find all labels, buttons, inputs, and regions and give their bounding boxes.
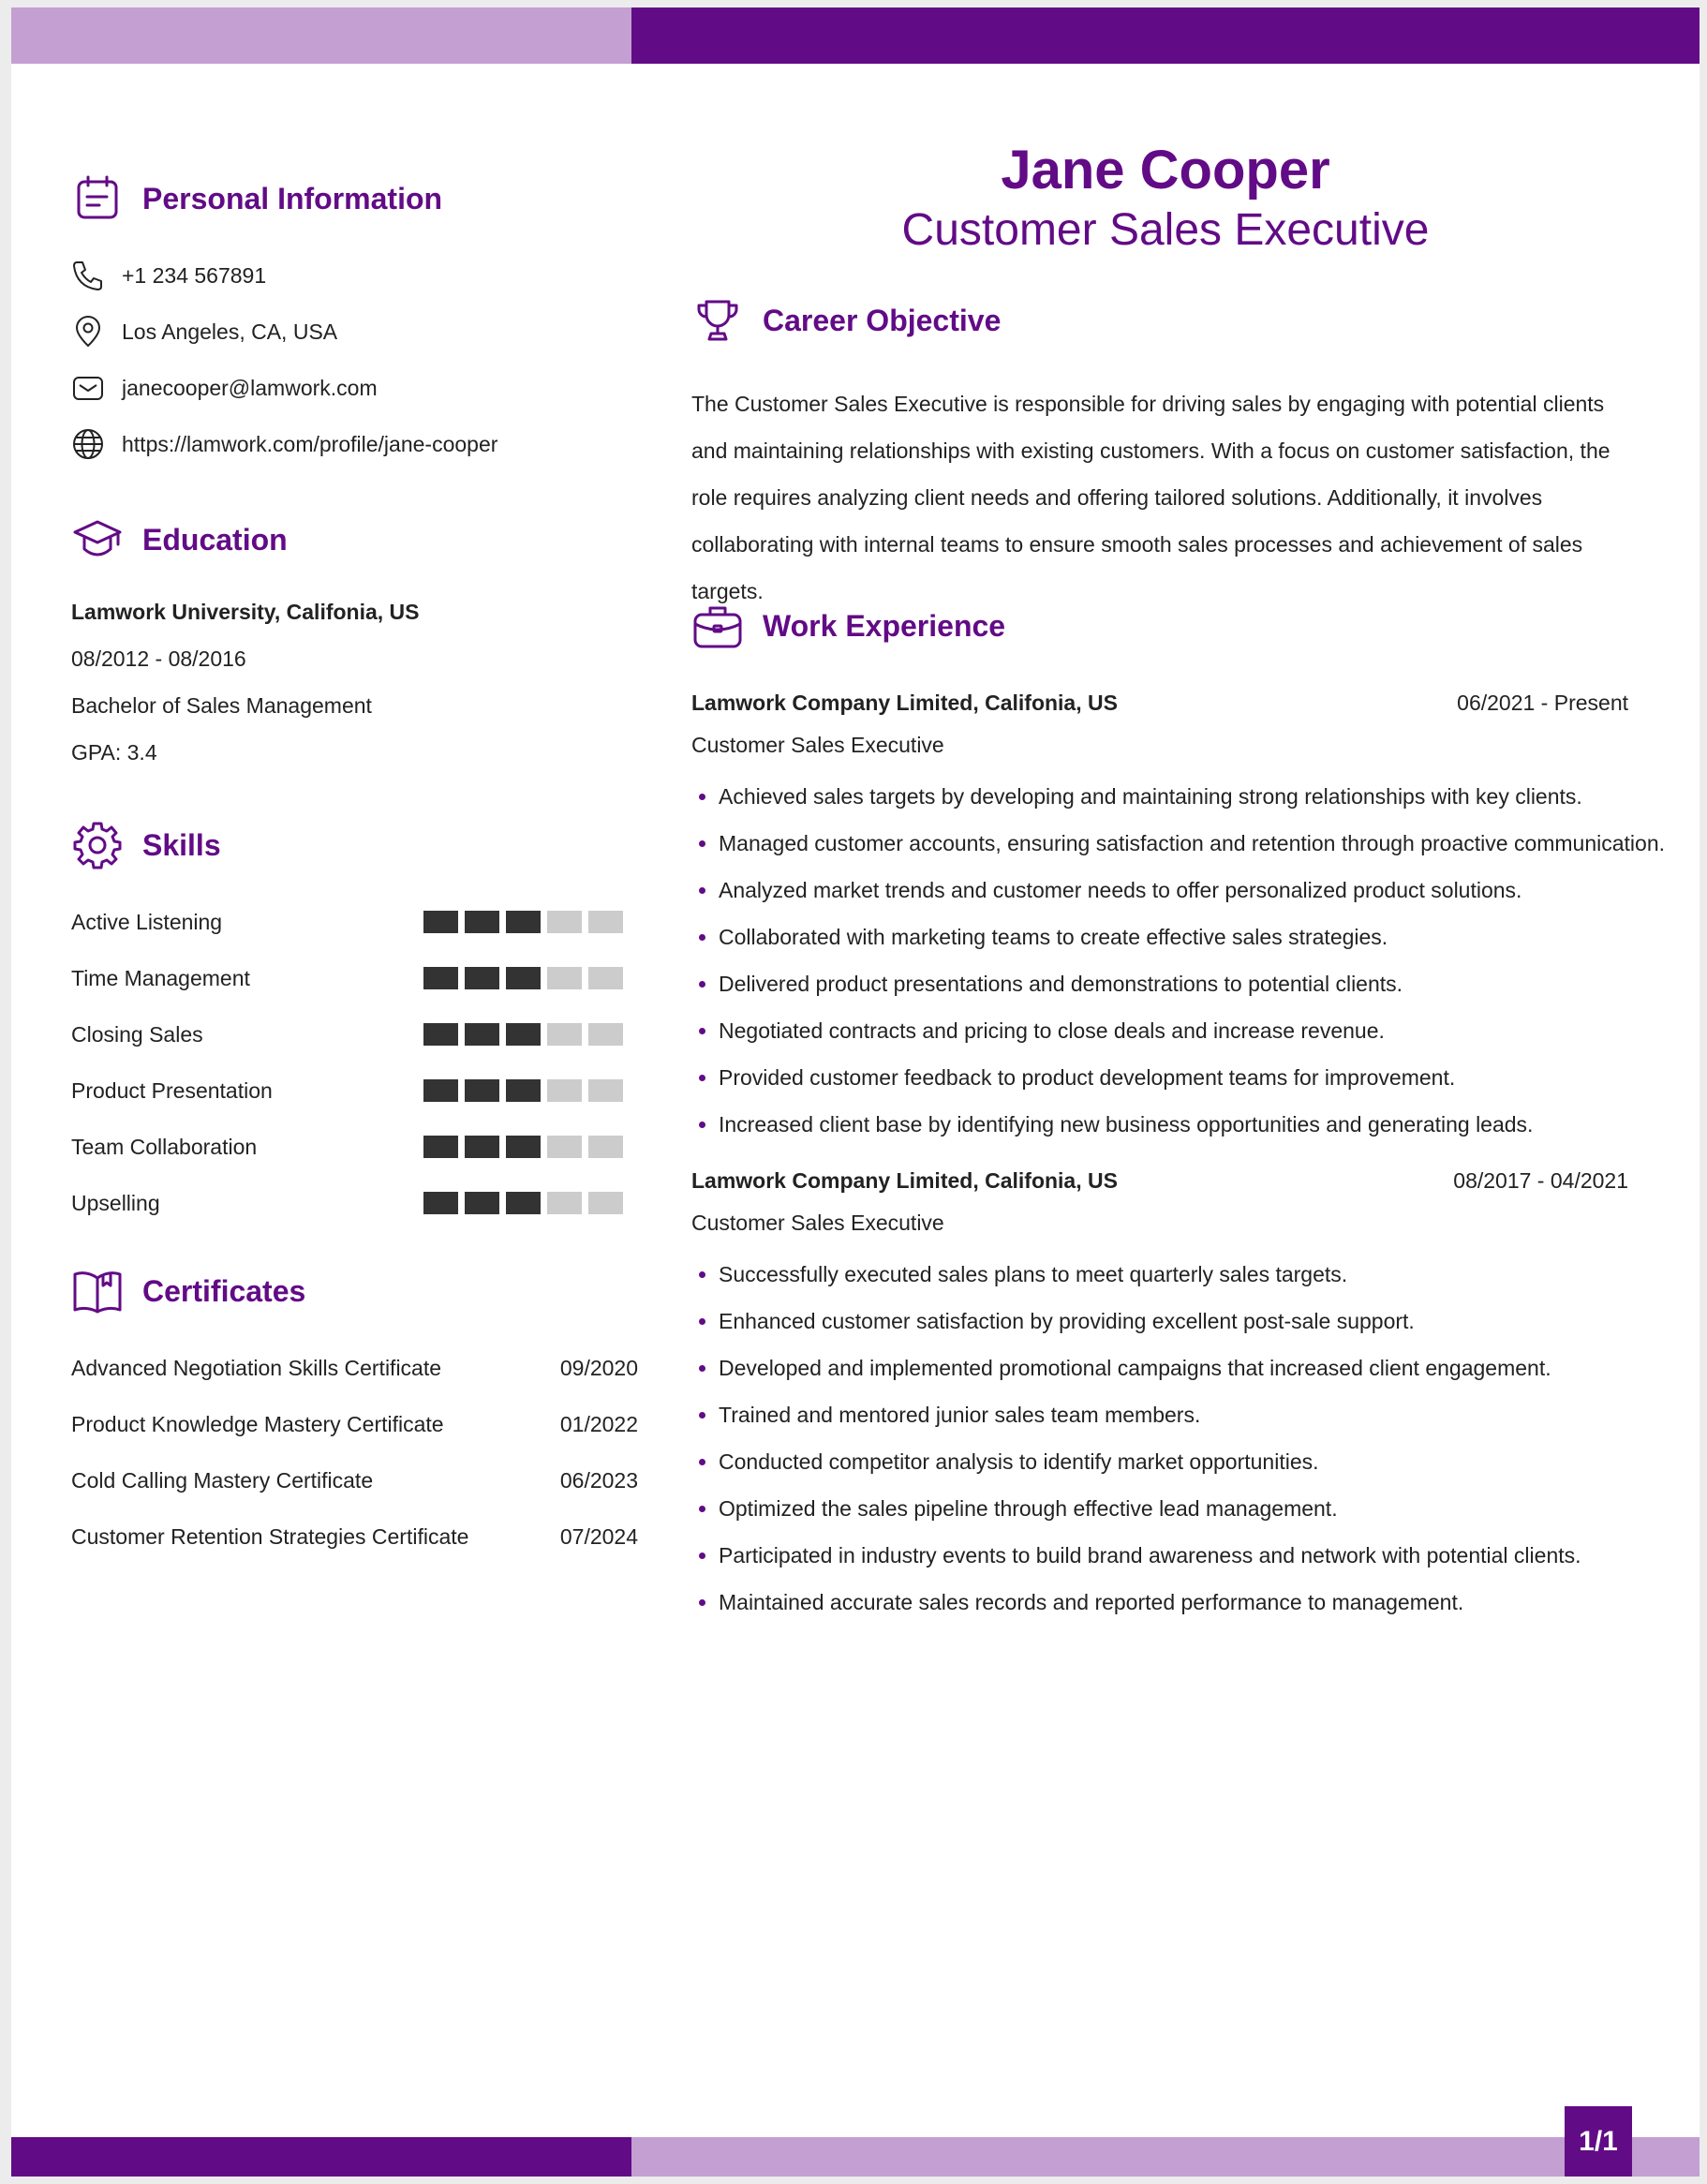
job-bullet: Achieved sales targets by developing and maintaining strong relationships with key clients. [691,780,1638,813]
skill-level-bar [423,1023,623,1046]
certificate-row [71,1351,638,1385]
graduation-cap-icon [71,512,127,568]
skill-level-bar [423,1192,623,1214]
contact-email [71,369,378,407]
job-bullet: Successfully executed sales plans to meet quarterly sales targets. [691,1257,1638,1291]
bottom-accent-bar-dark [11,2137,631,2177]
skill-name: Active Listening [71,909,223,934]
job-bullet: Negotiated contracts and pricing to close deals and increase revenue. [691,1014,1638,1047]
book-icon [71,1263,127,1319]
skill-name: Upselling [71,1190,160,1215]
certificate-date: 06/2023 [559,1467,638,1493]
page-number-badge: 1/1 [1565,2106,1632,2177]
section-title: Personal Information [142,181,443,215]
email-text: janecooper@lamwork.com [122,375,378,400]
certificate-date: 09/2020 [559,1355,638,1380]
certificate-row [71,1463,638,1497]
career-objective-heading [691,292,1001,349]
candidate-name: Jane Cooper [1001,140,1330,201]
globe-icon [71,425,109,463]
gear-icon [71,817,127,873]
skill-row [71,1018,624,1051]
certificate-date: 07/2024 [559,1523,638,1549]
skill-name: Team Collaboration [71,1134,258,1159]
section-title: Work Experience [763,608,1006,643]
skill-name: Product Presentation [71,1077,273,1103]
job-dates: 08/2017 - 04/2021 [1453,1167,1628,1193]
calendar-note-icon [71,171,127,227]
job-bullet: Provided customer feedback to product development teams for improvement. [691,1061,1638,1094]
contact-phone [71,257,266,294]
job-company: Lamwork Company Limited, Califonia, US [691,1167,1118,1193]
top-accent-bar-light [11,7,631,64]
education-school: Lamwork University, Califonia, US [71,600,420,624]
job-bullet: Collaborated with marketing teams to create effective sales strategies. [691,920,1638,954]
bottom-accent-bar-light [631,2137,1700,2177]
work-experience-heading [691,598,1005,654]
certificates-heading [71,1263,305,1319]
section-title: Certificates [142,1273,306,1308]
certificate-name: Cold Calling Mastery Certificate [71,1467,374,1493]
certificate-row [71,1407,638,1441]
education-degree: Bachelor of Sales Management [71,693,372,718]
skill-level-bar [423,1079,623,1102]
job-bullet: Conducted competitor analysis to identify market opportunities. [691,1445,1638,1478]
job-bullet: Delivered product presentations and demonstrations to potential clients. [691,967,1638,1001]
phone-text: +1 234 567891 [122,262,267,288]
education-heading [71,512,288,568]
job-header [691,686,1628,720]
skill-name: Closing Sales [71,1021,203,1047]
trophy-icon [691,292,748,349]
job-bullet: Maintained accurate sales records and reported performance to management. [691,1585,1638,1619]
job-bullet: Optimized the sales pipeline through effective lead management. [691,1492,1638,1525]
section-title: Education [142,522,288,557]
phone-icon [71,257,109,294]
job-position: Customer Sales Executive [691,733,944,757]
contact-website [71,425,497,463]
contact-location [71,313,337,350]
skill-level-bar [423,911,623,933]
skill-row [71,905,624,939]
candidate-role: Customer Sales Executive [901,205,1430,255]
skill-row [71,1130,624,1164]
skill-level-bar [423,967,623,989]
job-bullet: Managed customer accounts, ensuring satisfaction and retention through proactive communication. [691,826,1638,860]
resume-page [11,7,1700,2177]
job-dates: 06/2021 - Present [1457,690,1628,715]
education-gpa: GPA: 3.4 [71,740,157,765]
section-title: Career Objective [763,303,1002,337]
top-accent-bar-dark [631,7,1700,64]
section-title: Skills [142,827,221,862]
location-pin-icon [71,313,109,350]
job-company: Lamwork Company Limited, Califonia, US [691,690,1118,715]
certificate-name: Customer Retention Strategies Certificate [71,1523,469,1549]
job-header [691,1164,1628,1197]
certificate-name: Product Knowledge Mastery Certificate [71,1411,444,1436]
briefcase-icon [691,598,748,654]
job-bullet: Increased client base by identifying new business opportunities and generating leads. [691,1107,1638,1141]
skill-level-bar [423,1136,623,1158]
education-dates: 08/2012 - 08/2016 [71,646,246,671]
skill-row [71,1074,624,1107]
job-bullet: Developed and implemented promotional campaigns that increased client engagement. [691,1351,1638,1385]
job-bullet: Trained and mentored junior sales team members. [691,1398,1638,1432]
skill-row [71,1186,624,1220]
location-text: Los Angeles, CA, USA [122,319,338,344]
job-bullet: Participated in industry events to build brand awareness and network with potential clients. [691,1538,1638,1572]
job-bullet: Enhanced customer satisfaction by providing excellent post-sale support. [691,1304,1638,1338]
certificate-date: 01/2022 [559,1411,638,1436]
skills-heading [71,817,221,873]
job-bullet: Analyzed market trends and customer needs to offer personalized product solutions. [691,873,1638,907]
certificate-row [71,1520,638,1553]
certificate-name: Advanced Negotiation Skills Certificate [71,1355,442,1380]
job-position: Customer Sales Executive [691,1211,944,1235]
mail-icon [71,369,109,407]
website-text: https://lamwork.com/profile/jane-cooper [122,431,498,456]
skill-name: Time Management [71,965,250,990]
personal-info-heading [71,171,442,227]
skill-row [71,961,624,995]
career-objective-text: The Customer Sales Executive is responsible for driving sales by engaging with potential clients and maintaining relationships with existing customers. With a focus on customer satisfaction, the role requires analyzing client needs and offering tailored solutions. Additionally, it involves collaborating with internal teams to ensure smooth sales processes and achievement of sales targets. [691,392,1611,603]
